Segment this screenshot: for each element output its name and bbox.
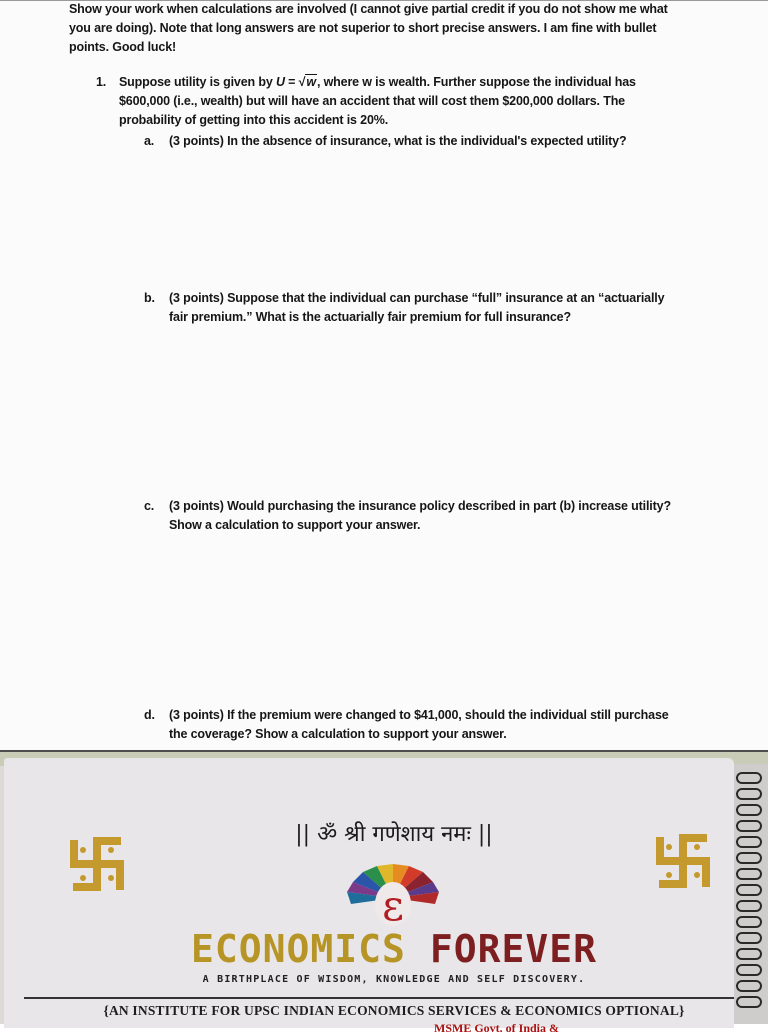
lotus-logo-icon (344, 856, 442, 928)
part-c-letter: c. (144, 499, 155, 513)
question-1-line-2: $600,000 (i.e., wealth) but will have an accident that will cost them $200,000 dollars. The (119, 94, 625, 108)
radical-sign: √ (298, 75, 306, 89)
part-d-line-2: the coverage? Show a calculation to support your answer. (169, 727, 507, 741)
brand-word-economics: ECONOMICS (191, 927, 406, 971)
spiral-loop (736, 948, 762, 960)
spiral-loop (736, 804, 762, 816)
part-b-line-1: (3 points) Suppose that the individual can purchase “full” insurance at an “actuarially (169, 291, 665, 305)
part-d-letter: d. (144, 708, 155, 722)
equals-sign: = (284, 75, 299, 89)
instructions-line-3: points. Good luck! (69, 40, 177, 54)
part-b-letter: b. (144, 291, 155, 305)
spiral-loop (736, 980, 762, 992)
part-d-line-1 (169, 706, 669, 725)
spiral-loop (736, 964, 762, 976)
institute-description: {AN INSTITUTE FOR UPSC INDIAN ECONOMICS SERVICES & ECONOMICS OPTIONAL} (103, 1003, 685, 1018)
brand-name (4, 926, 784, 972)
cover-page (4, 758, 734, 1035)
spiral-loop (736, 916, 762, 928)
part-b-text (169, 289, 664, 327)
spiral-loop (736, 868, 762, 880)
part-b-line-2: fair premium.” What is the actuarially fair premium for full insurance? (169, 310, 571, 324)
part-a-emphasis: absence (262, 134, 312, 148)
part-a-text-before: (3 points) In the (169, 134, 263, 148)
spiral-binding (734, 764, 768, 1024)
utility-symbol: U (275, 75, 285, 89)
part-a-letter: a. (144, 134, 155, 148)
radicand: w (306, 75, 316, 89)
part-c-line-2: Show a calculation to support your answer. (169, 518, 421, 532)
spiral-loop (736, 836, 762, 848)
part-d-text-after: , should the individual still purchase (458, 708, 669, 722)
sanskrit-mantra: || ॐ श्री गणेशाय नमः || (295, 822, 493, 847)
part-a-text (169, 132, 626, 151)
instructions-line-1: Show your work when calculations are involved (I cannot give partial credit if you do not show me what (69, 2, 668, 16)
q1-text-before: Suppose utility is given by (119, 75, 276, 89)
spiral-loop (736, 884, 762, 896)
spiral-loop (736, 820, 762, 832)
part-c-text (169, 497, 671, 535)
question-1-stem (119, 73, 679, 130)
brand-word-forever: FOREVER (429, 927, 597, 971)
cover-divider (24, 997, 738, 999)
svg-text:ε: ε (382, 881, 404, 930)
part-d-text-before: (3 points) If the premium were changed to (169, 708, 415, 722)
spiral-loop (736, 900, 762, 912)
square-root-expression (299, 73, 317, 92)
part-d-text (169, 706, 669, 744)
part-d-premium-amount: $41,000 (414, 708, 459, 722)
question-1-line-3: probability of getting into this accident is 20%. (119, 113, 389, 127)
spiral-loop (736, 932, 762, 944)
question-number: 1. (96, 75, 107, 89)
part-c-line-1: (3 points) Would purchasing the insurance policy described in part (b) increase utility? (169, 499, 671, 513)
brand-tagline: A BIRTHPLACE OF WISDOM, KNOWLEDGE AND SELF DISCOVERY. (202, 974, 586, 985)
notebook-cover-photo (0, 752, 768, 1035)
q1-text-after: , where w is wealth. Further suppose the individual has (316, 75, 636, 89)
instructions-line-2: you are doing). Note that long answers are not superior to short precise answers. I am fine with bullet (69, 21, 657, 35)
partial-registration-line: MSME Govt. of India & (434, 1021, 560, 1035)
spiral-loop (736, 852, 762, 864)
instructions (69, 0, 709, 57)
spiral-loop (736, 996, 762, 1008)
swastika-icon (652, 830, 714, 892)
spiral-loop (736, 788, 762, 800)
question-1-line-1 (119, 73, 679, 92)
spiral-loop (736, 772, 762, 784)
swastika-icon (66, 833, 128, 895)
part-a-text-after: of insurance, what is the individual's expected utility? (311, 134, 627, 148)
